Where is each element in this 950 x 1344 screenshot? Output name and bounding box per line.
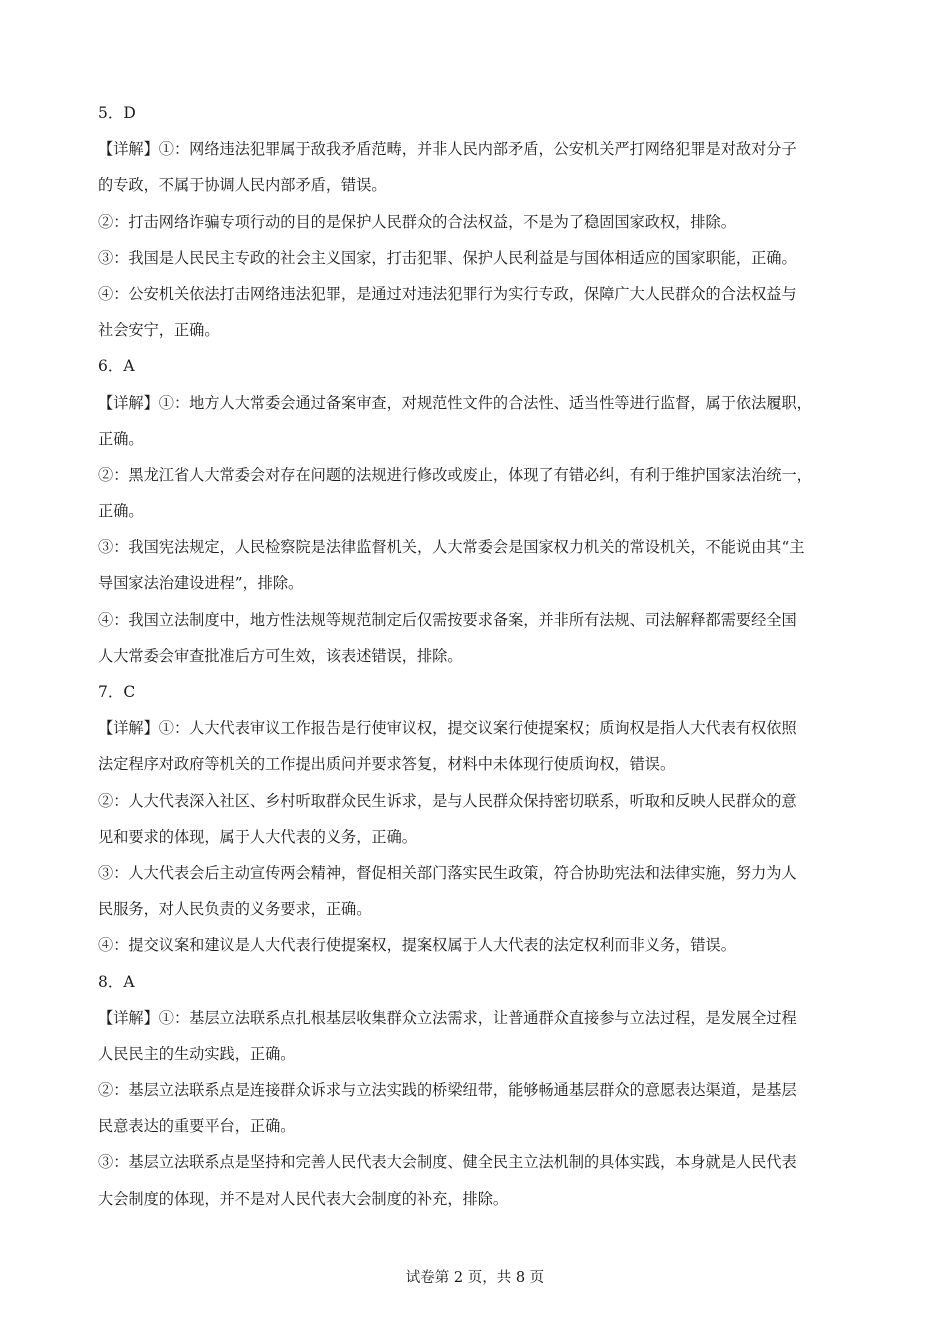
explanation-line: 导国家法治建设进程”，排除。: [98, 574, 304, 593]
explanation-line: 正确。: [98, 502, 144, 521]
question-5-answer: 5．D: [98, 104, 136, 122]
explanation-line: ③：人大代表会后主动宣传两会精神，督促相关部门落实民生政策，符合协助宪法和法律实施，努力为人: [98, 863, 797, 882]
explanation-line: 【详解】①：人大代表审议工作报告是行使审议权，提交议案行使提案权；质询权是指人大代表有权依照: [98, 719, 797, 738]
explanation-line: 见和要求的体现，属于人大代表的义务，正确。: [98, 827, 417, 846]
explanation-line: 民服务，对人民负责的义务要求，正确。: [98, 900, 372, 919]
explanation-line: 人大常委会审查批准后方可生效，该表述错误，排除。: [98, 646, 463, 665]
explanation-line: ②：人大代表深入社区、乡村听取群众民生诉求，是与人民群众保持密切联系，听取和反映人民群众的意: [98, 791, 797, 810]
answer-content: [98, 95, 858, 1217]
explanation-line: 【详解】①：地方人大常委会通过备案审查，对规范性文件的合法性、适当性等进行监督，属于依法履职，: [98, 393, 812, 412]
explanation-line: 人民民主的生动实践，正确。: [98, 1044, 296, 1063]
question-8-answer: 8．A: [98, 972, 135, 991]
explanation-line: ②：打击网络诈骗专项行动的目的是保护人民群众的合法权益，不是为了稳固国家政权，排除。: [98, 212, 736, 231]
explanation-line: 【详解】①：网络违法犯罪属于敌我矛盾范畴，并非人民内部矛盾，公安机关严打网络犯罪是对敌对分子: [98, 140, 797, 159]
explanation-line: ③：基层立法联系点是坚持和完善人民代表大会制度、健全民主立法机制的具体实践，本身就是人民代表: [98, 1153, 797, 1172]
explanation-line: 的专政，不属于协调人民内部矛盾，错误。: [98, 176, 387, 195]
explanation-line: 正确。: [98, 429, 144, 448]
page-footer: 试卷第 2 页，共 8 页: [405, 1270, 545, 1286]
explanation-line: ②：基层立法联系点是连接群众诉求与立法实践的桥梁纽带，能够畅通基层群众的意愿表达渠道，是基层: [98, 1081, 797, 1100]
question-6-answer: 6．A: [98, 357, 135, 376]
explanation-line: ④：我国立法制度中，地方性法规等规范制定后仅需按要求备案，并非所有法规、司法解释都需要经全国: [98, 610, 797, 629]
question-7-answer: 7．C: [98, 683, 136, 701]
explanation-line: 民意表达的重要平台，正确。: [98, 1117, 296, 1136]
explanation-line: 大会制度的体现，并不是对人民代表大会制度的补充，排除。: [98, 1189, 509, 1208]
explanation-line: ③：我国是人民民主专政的社会主义国家，打击犯罪、保护人民利益是与国体相适应的国家职能，正确。: [98, 248, 797, 267]
explanation-line: 社会安宁，正确。: [98, 321, 220, 340]
explanation-line: 法定程序对政府等机关的工作提出质问并要求答复，材料中未体现行使质询权，错误。: [98, 755, 676, 774]
explanation-line: ④：公安机关依法打击网络违法犯罪，是通过对违法犯罪行为实行专政，保障广大人民群众的合法权益与: [98, 284, 797, 303]
explanation-line: 【详解】①：基层立法联系点扎根基层收集群众立法需求，让普通群众直接参与立法过程，是发展全过程: [98, 1008, 797, 1027]
explanation-line: ③：我国宪法规定，人民检察院是法律监督机关，人大常委会是国家权力机关的常设机关，不能说由其“主: [98, 538, 805, 557]
explanation-line: ②：黑龙江省人大常委会对存在问题的法规进行修改或废止，体现了有错必纠，有利于维护国家法治统一，: [98, 465, 812, 484]
explanation-line: ④：提交议案和建议是人大代表行使提案权，提案权属于人大代表的法定权利而非义务，错误。: [98, 936, 736, 955]
